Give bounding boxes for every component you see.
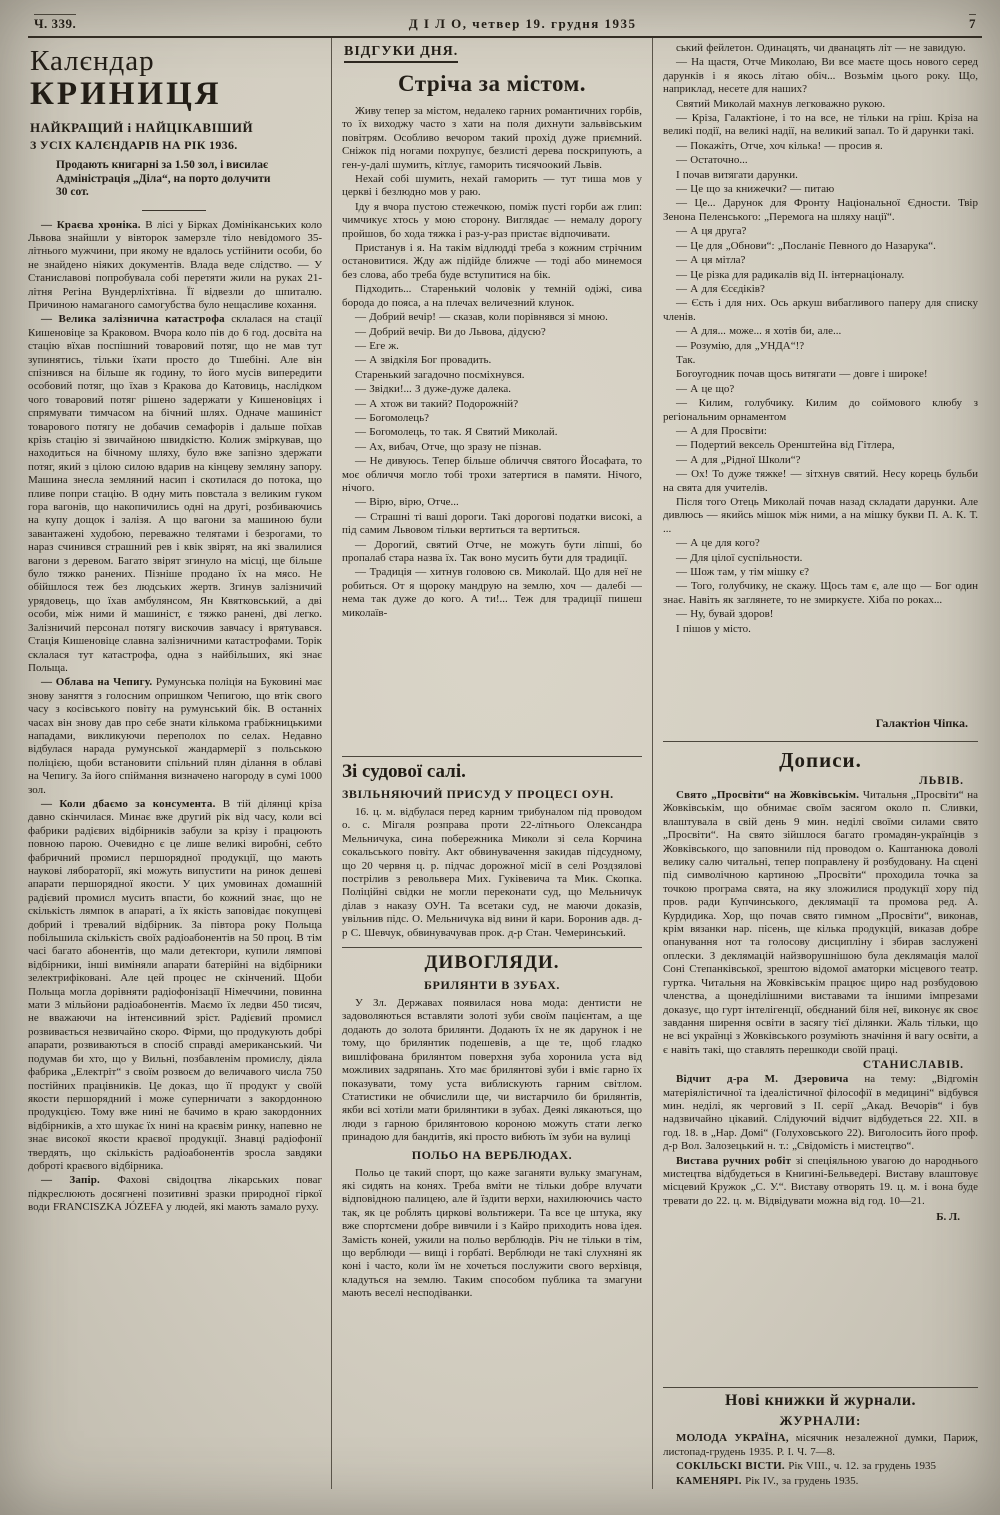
court-section-title: Зі судової салі.	[342, 761, 466, 782]
journal-entry: СОКІЛЬСКІ ВІСТИ. Рік VIII., ч. 12. за грудень 1935	[676, 1460, 937, 1473]
feuilleton-body-part2	[663, 42, 978, 714]
ad-subtitle-2: З УСІХ КАЛЄНДАРІВ НА РІК 1936.	[30, 138, 238, 152]
feuilleton-paragraph: І почав витягати дарунки.	[676, 168, 798, 181]
feuilleton-paragraph: — А це що?	[676, 382, 735, 395]
right-column	[653, 38, 982, 1489]
feuilleton-paragraph: — Килим, голубчику. Килим до соймового клюбу з регіональним орнаментом	[663, 397, 978, 423]
feuilleton-paragraph: — Це... Дарунок для Фронту Національної Єдности. Твір Зенона Пеленського: „Перемога на шляху нації“.	[663, 197, 978, 223]
feuilleton-paragraph: Старенький загадочно посміхнувся.	[355, 368, 525, 381]
feuilleton-paragraph: — А для... може... я хотів би, але...	[676, 325, 842, 338]
diamonds-body	[342, 997, 642, 1144]
feuilleton-paragraph: Після того Отець Миколай почав назад складати дарунки. Але дивлюсь — якийсь мішок між ними, а на мішку букви П. А. К. Т. ...	[663, 496, 978, 535]
paragraph-lead: — Коли дбаємо за консумента.	[41, 797, 223, 810]
feuilleton-paragraph: — А звідкіля Бог провадить.	[355, 354, 492, 367]
feuilleton-paragraph: — А для Єсєдіків?	[676, 282, 765, 295]
polo-body	[342, 1167, 642, 1301]
new-books-section	[663, 1387, 978, 1489]
local-news-section	[28, 219, 322, 1490]
ad-title-line2: КРИНИЦЯ	[30, 76, 222, 112]
city-heading-stanyslaviv: СТАНИСЛАВІВ.	[862, 1059, 964, 1072]
journal-entry: МОЛОДА УКРАЇНА, місячник незалежної думки, Париж, листопад-грудень 1935. Р. І. Ч. 7—8.	[663, 1432, 978, 1458]
ad-subtitle-1: НАЙКРАЩИЙ і НАЙЦІКАВІШИЙ	[30, 120, 254, 135]
paragraph-lead: КАМЕНЯРІ.	[676, 1474, 746, 1487]
feuilleton-paragraph: — Ох! То дуже тяжке! — зітхнув святий. Несу корець бульби на свята для учителів.	[663, 468, 978, 494]
columns	[28, 38, 982, 1489]
ad-title-line1: Калєндар	[30, 45, 155, 77]
paragraph-lead: СОКІЛЬСКІ ВІСТИ.	[676, 1460, 789, 1473]
new-books-title: Нові книжки й журнали.	[724, 1392, 917, 1410]
feuilleton-paragraph: Живу тепер за містом, недалеко гарних романтичних горбів, то їх виходжу часто з хати на поля дихнути зальвівським повітрям. Особливо вечором такий прохід дуже приємний. Сніжок під ногами похрупує, безлисті дерева поскрипують, а ген-у-далі шумить, кітлує, гаморить тисячоокий Львів.	[342, 105, 642, 171]
report-paragraph: Свято „Просвіти“ на Жовківськім. Читальня „Просвіти“ на Жовківськім, що обнимає своїм засягом около п. Сливки, влаштувала в свій день 9 мин. неділі своїми силами свято „Просвіти“. На свято зійшлося багато громадян-українців з Жовківського, що заповнили під проводом о. Каштанюка доволі велику салю читальні, тепер поправлену й розбудовану. На сцені під символічною картиною „Просвіти“ проходила точка за точкою програма свята, на яку зложилися продукції хору під пров. ради Купчинського, деклямації та промова ред. А. Курдидика. Хор, що почав свято гимном „Просвіти“, виконав, крім вязанки нар. пісень, ще кілька продукцій, виказав добре опанування нот та голосову дисципліну і збирав заслужені оплески. З деклямацій найзворушнішою була деклямація малої Соні Степанківської, зрештою відомої аматорки місцевого театр. гуртка. Читальня на Жовківськім працює щиро над розбудовою членства, а щонеділішними виставами та іншими імпрезами доказує, що гурт інтелігенції, обєднаний біля неї, виконує як своє завдання ширення освіти в засягу тієї ділянки. Жаль тільки, що не всі українці з Жовківського розуміють значіння й вагу освіти, а є навіть такі, що ставлять перешкоди своїй праці.	[663, 789, 978, 1056]
feuilleton-paragraph: Нехай собі шумить, нехай гаморить — тут тиша мов у церкві і безлюдно мов у раю.	[342, 173, 642, 199]
feuilleton-paragraph: — А для Просвіти:	[676, 424, 767, 437]
feuilleton-paragraph: — Покажіть, Отче, хоч кілька! — просив я.	[676, 139, 883, 152]
paragraph-lead: — Запір.	[41, 1174, 118, 1187]
masthead-title: Д І Л О, четвер 19. грудня 1935	[408, 16, 637, 31]
feuilleton-paragraph: — Шож там, у тім мішку є?	[676, 566, 810, 579]
report-paragraph: Вистава ручних робіт зі спеціяльною увагою до народнього мистецтва відбудеться в Книгині-Бельведері. Виставу влаштовує місцевий Кружок „С. У.“. Виставу отворять 19. ц. м. і вона буде тревати до 22. ц. м. Відвідувати можна від год. 10—21.	[663, 1154, 978, 1207]
paragraph-lead: Вистава ручних робіт	[676, 1154, 796, 1167]
feuilleton-paragraph: — Еге ж.	[355, 339, 399, 352]
left-column	[28, 38, 331, 1489]
feuilleton-paragraph: Святий Миколай махнув легковажно рукою.	[676, 97, 886, 110]
curiosities-title: ДИВОГЛЯДИ.	[424, 952, 560, 974]
curiosities-section	[342, 947, 642, 1489]
feuilleton-author-signature: Галактіон Чіпка.	[875, 716, 968, 730]
feuilleton-paragraph: — Це різка для радикалів від II. інтернаціоналу.	[676, 268, 905, 281]
feuilleton-paragraph: — А ця друга?	[676, 225, 747, 238]
feuilleton-paragraph: — Розумію, для „УНДА“!?	[676, 339, 805, 352]
feuilleton-paragraph: — Єсть і для них. Ось аркуш вибагливого паперу для списку членів.	[663, 297, 978, 323]
journal-entry: КАМЕНЯРІ. Рік IV., за грудень 1935.	[676, 1474, 859, 1487]
journals-subtitle: ЖУРНАЛИ:	[779, 1413, 862, 1429]
rubric-wrap	[344, 42, 642, 63]
feuilleton-paragraph: — Богомолець, то так. Я Святий Миколай.	[355, 426, 558, 439]
feuilleton-paragraph: — А для „Рідної Школи“?	[676, 453, 801, 466]
news-item: — Коли дбаємо за консумента. В тій ділянці кріза давно скінчилася. Минає вже другий рік від часу, коли всі фабрики радієвих відбірників забули за крізу і працюють повною парою. Очевидно є це лише великі виробні, себто фабричний промисл першорядної продукції, що мають наукові лябораторії, які можуть випустити на ринок дешеві апарати першорядної якости. У цих умовинах домашній радієвий промисл мусить впасти, бо кожний знає, що не скількість лямпок в апараті, а їх якість заповідає покупцеві добрий і тревалий відбірник. За півтора року Польща побільшила скількість своїх радіоабонентів на 50 проц. В тім часі багато абонентів, що мали детектори, купили лямпові відбірники, інші виміняли апарати батерійні на відбірники зелектрифіковані. Але цей процес не скінчений. Щоби Польща могла дорівняти радіофонізації Німеччини, повинна мати 3 мільйони радіоабонентів. Маємо їх ледви 450 тисяч, не вважаючи на інтенсивний зріст. Радієвий промисл розвивається незвичайно скоро. Фірми, що продукують добрі апарати, розвиваються в спосіб справді американський. Чи подумав би хто, що у Вильні, позбавленім промислу, діяла фабрика „Електріт“ з своїм розвоєм до величавого числа 750 постійних працівників. Це доказ, що її продукт у своїй якости першорядний і може суперничати з закордонною продукцією. Тому вже нині не бачимо в краю закордонних відбірників, а хто шукає їх нині на краєвім ринку, напевно не знає високої якости краєвої продукції. Знавці радіофонії твердять, що скількість радіоабонентів зросла завдяки доброті краєвого відбірника.	[28, 797, 322, 1172]
paragraph-lead: — Велика залізнична катастрофа	[41, 313, 232, 326]
paragraph-lead: Свято „Просвіти“ на Жовківськім.	[676, 789, 863, 801]
polo-headline: ПОЛЬО НА ВЕРБЛЮДАХ.	[411, 1147, 573, 1162]
feuilleton-paragraph: — Для цілої суспільности.	[676, 551, 803, 564]
feuilleton-paragraph: — Звідки!... З дуже-дуже далека.	[355, 383, 512, 396]
correspondence-title: Дописи.	[779, 748, 862, 772]
feuilleton-paragraph: — Традиція — хитнув головою св. Миколай. Що для неї не робиться. От я щороку мандрую на землю, хоч — далебі — нема так дуже до кого. А ти!... Теж для традиції пишеш миколаїв-	[342, 566, 642, 619]
feuilleton-paragraph: — Дорогий, святий Отче, не можуть бути ліпші, бо пропалаб стара назва їх. Так воно мусить бути для традиції.	[342, 538, 642, 564]
rubric-vidhuky-dnia: ВІДГУКИ ДНЯ.	[344, 44, 458, 63]
feuilleton-paragraph: — Ну, бувай здоров!	[676, 608, 774, 621]
section-divider	[142, 210, 206, 211]
news-item: — Велика залізнична катастрофа склалася на стації Кишеновіце за Краковом. Вчора коло пів до 6 год. досвіта на стацію вїхав поспішний товаровий потяг, що не мав тут зупинятись, тільки їхати просто до Тшебіні. Але він спізнився на більше як годину, то його мусів випередити особовий потяг, що їхав з Кракова до Катовиць, наслідком чого товаровий потяг рішено задержати у Кишеновіцях і спрямувати тимчасом на бічний шлях. Одначе машиніст товарового потягу не добачив семафорів і дальше поїхав крізь стацію зі звичайною швидкістю. Колиж зміркував, що находиться на бічному шляху, було вже запізно здержати потяг, який з цілою силою вдарив на кінцеву земляну запору. Машина знесла земляний насип і скотилася до потока, що пливе попри стацію. В одну мить повстала з великим гуком гора вагонів, що накопичились одні на другі, розбиваючись на купу дощок і залізя. А що вагони за машиною були завантажені худобою, переважно телятами і безрогами, то нараз счинився страшний рев і квік звірят, на які звалилися вагони з деревом. Багато звірят згинуло на місці, ще більше було тяжко ранених. Пізніше продано їх на мясо. Не обійшлося теж без людських жертв. Згинув залізничий урядовець, що їхав амбулянсом, Ян Квятковський, а дві особи, між ними й машиніст, є тяжко ранені, дві легко. Залізничий персонал потягу вискочив завчасу і врятувався. Стація Кишеновіце славна залізничними катастрофами. Торік склалася тут катастрофа, одна з найбільших, які знає Польща.	[28, 313, 322, 674]
paragraph-lead: — Облава на Чепигу.	[41, 676, 156, 689]
feuilleton-paragraph: — На щастя, Отче Миколаю, Ви все маєте щось нового серед дарунків і я якось літаю обіч... Возьмім цього року. Що, наприклад, несете для наших?	[663, 56, 978, 96]
feuilleton-paragraph: — Добрий вечір! — сказав, коли порівнявся зі мною.	[355, 311, 608, 324]
feuilleton-paragraph: — А хтож ви такий? Подорожній?	[355, 397, 519, 410]
feuilleton-paragraph: І пішов у місто.	[676, 622, 751, 635]
feuilleton-paragraph: — Це для „Обнови“: „Посланіє Певного до Назарука“.	[676, 239, 936, 252]
ad-body-text: Продають книгарні за 1.50 зол, і висилає Адміністрація „Діла“, на порто долучити 30 сот.	[56, 159, 271, 198]
court-section	[342, 756, 642, 941]
stanyslaviv-report	[663, 1073, 978, 1209]
feuilleton-paragraph: — Вірю, вірю, Отче...	[355, 496, 459, 509]
correspondence-section	[663, 741, 978, 1383]
report-paragraph: Відчит д-ра М. Дзеровича на тему: „Відгомін матеріялістичної та ідеалістичної філософії в медицині“ відбувся мин. неділі, як черговий з II. серії „Акад. Вечорів“ і був надзвичайно цікавий. Слідуючий відчит відбудеться 22. XII. в год. 18. в „Нар. Домі“ (Голуховського 22). Виголосить його проф. д-р Вол. Залозецький н. т.: „Свідомість і мистецтво“.	[663, 1073, 978, 1153]
page-header	[28, 12, 982, 38]
feuilleton-body-part1	[342, 105, 642, 750]
court-article-headline: ЗВІЛЬНЯЮЧИЙ ПРИСУД У ПРОЦЕСІ ОУН.	[342, 787, 614, 801]
news-item: — Облава на Чепигу. Румунська поліція на Буковині має знову заняття з голосним опришком Чепигою, що втік свого часу з косівського повіту на румунський бік. В останніх часах він знову дав про себе знати кількома грабіжницькими нападами, викликуючи переполох по селах. Недавно відбулася нарада румунської жандармерії з польською поліцією, щоби встановити спільний плян ділання в облаві на Чепигу. За його спіймання визначено нагороду в сумі 1000 зол.	[28, 676, 322, 796]
feuilleton-paragraph: Пристанув і я. На такім відлюдді треба з кожним стрічним остановитися. Жду аж підійде ближче — тоді або минемося без слова, або треба буде вступитися на бік.	[342, 242, 642, 281]
feuilleton-paragraph: — Не дивуюсь. Тепер більше обличчя святого Йосафата, то моє обличчя могло тобі трохи затертися в памяти. Нічого, нічого.	[342, 455, 642, 494]
feuilleton-headline: Стріча за містом.	[397, 71, 587, 96]
page-number: 7	[968, 16, 976, 31]
feuilleton-paragraph: — Це що за книжечки? — питаю	[676, 183, 835, 196]
correspondence-signature: Б. Л.	[936, 1211, 960, 1224]
diamonds-headline: БРИЛЯНТИ В ЗУБАХ.	[423, 978, 561, 993]
curiosity-paragraph: Польо це такий спорт, що каже заганяти вульку змагунам, які сидять на конях. Треба вміти не тільки добре влучати відповідною палицею, але й їздити верхи, нахилюючись часто так, як це роблять циркові вольтижери. Та все це штука, яку вже спортсмени добре вивчили і з Кайро приходить нова ідея. Замість коней, ужили на польо верблюдів. Річ не тільки в тім, що верблюди — вищі і горбаті. Верблюди не такі слухняні як коні і часто, коли їм не хочеться послужити свого верхівця, кладуться на землю. Таким способом публика та змагуни мають веселі несподіванки.	[342, 1166, 642, 1300]
feuilleton-paragraph: — Ах, вибач, Отче, що зразу не пізнав.	[355, 440, 542, 453]
feuilleton-paragraph: — Подертий вексель Оренштейна від Гітлера,	[676, 439, 895, 452]
paragraph-lead: Відчит д-ра М. Дзеровича	[676, 1073, 865, 1086]
news-item: — Запір. Фахові свідоцтва лікарських поваг підкреслюють досягнені позитивні зразки природної гіркої води FRANCISZKA JÓZEFA у людей, які мають замало руху.	[28, 1174, 322, 1214]
lviv-report	[663, 789, 978, 1058]
news-item: — Краєва хроніка. В лісі у Бірках Домініканських коло Львова знайшли у вівторок замерзле тіло невідомого 35-літнього мужчини, при якому не вдалось устійнити особи, бо не знайдено ніяких документів. Влада веде слідство. — У Станиславові попробувала собі перетяти жили на руках 21-літня Регіна Вундерліхтівна. Її відвезли до шпиталю. Причиною намаганого самогубства було нещасливе кохання.	[28, 218, 322, 311]
paragraph-lead: — Краєва хроніка.	[41, 218, 146, 231]
feuilleton-paragraph: — Богомолець?	[355, 411, 430, 424]
feuilleton-paragraph: — Кріза, Галактіоне, і то на все, не тільки на гріш. Кріза на великі події, на великі надії, на великий запал. То й дарунки такі.	[663, 112, 978, 138]
issue-number: Ч. 339.	[34, 16, 77, 31]
calendar-advertisement	[28, 44, 322, 219]
feuilleton-paragraph: — Остаточно...	[676, 154, 748, 167]
feuilleton-paragraph: Підходить... Старенький чоловік у темній одіжі, сива борода до пояса, а на плечах величезний клунок.	[342, 283, 642, 309]
feuilleton-paragraph: Так.	[676, 353, 696, 366]
curiosity-paragraph: У Зл. Державах появилася нова мода: дентисти не задоволяються вставляти золоті зуби своїм пацієнтам, а ще додають до золота брилянти. Додають їх не як дарунок і не тому, що брилянтик подешевів, а ще те, щоб гладко вишліфована брилянтом поверхня зуба хоронила уста від можливих задряпань. Хто має брилянтові зуби і вміє гарно їх показувати, тому уста виблискують гарним світлом. Статистики не обчислили ще, чи вистарчило би брилянтів, якби всі хотіли мати брилянтики в зубах. Деякі лякаються, що люди з гарною брилянтовою короною можуть стати легко принадою для бандитів, які просто вибють їм зуби на вулиці	[342, 997, 642, 1144]
journal-list	[663, 1432, 978, 1488]
feuilleton-paragraph: Іду я вчора пустою стежечкою, поміж пусті горби аж глип: чимчикує хтось у мою сторону. Виглядає — немалу дорогу пройшов, бо хода тяжка і раз-у-раз пристає відпочивати.	[342, 200, 642, 240]
city-heading-lviv: ЛЬВІВ.	[919, 775, 964, 787]
feuilleton-paragraph: — А це для кого?	[676, 537, 760, 550]
feuilleton-paragraph: Богоугодник почав щось витягати — довге і широке!	[676, 368, 928, 381]
feuilleton-paragraph: — Страшні ті ваші дороги. Такі дорогові податки високі, а під самим Львовом тільки вертиться та вертиться.	[342, 510, 642, 537]
feuilleton-paragraph: — А ця мітла?	[676, 254, 746, 267]
feuilleton-paragraph: — Того, голубчику, не скажу. Щось там є, але що — Бог один знає. Навіть як заглянете, то не змиркуєте. Хіба по роках...	[663, 580, 978, 606]
court-article-body	[342, 806, 642, 940]
feuilleton-paragraph: — Добрий вечір. Ви до Львова, дідусю?	[355, 325, 546, 338]
paragraph-lead: МОЛОДА УКРАЇНА,	[676, 1432, 796, 1445]
court-paragraph: 16. ц. м. відбулася перед карним трибуналом під проводом о. с. Мігаля розправа проти 22-літнього Олександра Мельничука, сина побережника Миколи зі села Корчина сокальського повіту. Акт обвинувачення закидав підсудному, що 20 червня ц. р. підчас дорожної місії в селі Роздзялові пострілив з револьвера Мих. Гуківевича та Мик. Скопка. Поліційні свідки не могли переконати суд, що Мельничук ділав з наказу ОУН. Та всетаки суд, не маючи доказів, увільнив підс. О. Мельничука від вини й кари. Боронив адв. д-р С. Шевчук, обвинувачував прок. д-р Стан. Чемеринський.	[342, 806, 642, 939]
middle-column	[331, 38, 653, 1489]
feuilleton-paragraph: ський фейлетон. Одинацять, чи дванацять літ — не завидую.	[676, 42, 966, 54]
